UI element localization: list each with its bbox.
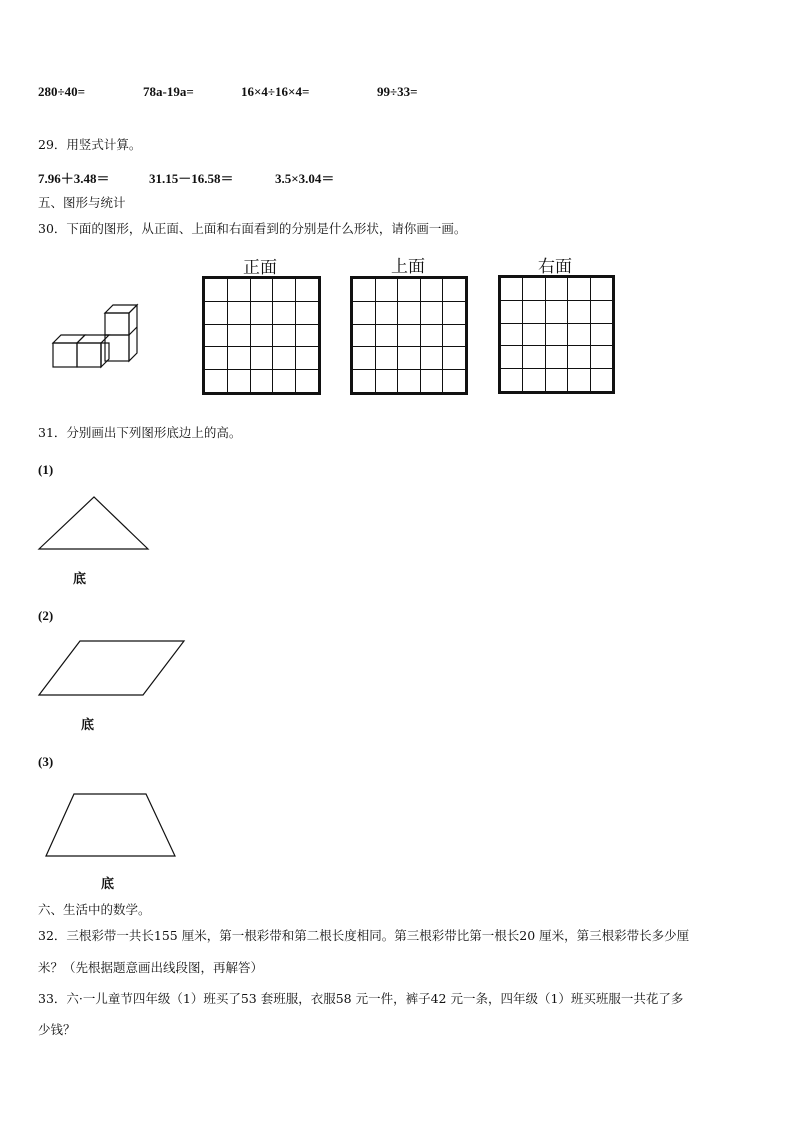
calc-item-4: 99÷33= [377,84,418,99]
section-5-heading: 五、图形与统计 [38,195,126,210]
q33-line-1: 33．六·一儿童节四年级（1）班买了53 套班服，衣服58 元一件，裤子42 元一条，四年级（1）班买班服一共花了多 [38,991,684,1006]
front-view-grid[interactable] [202,276,321,395]
triangle-base-label: 底 [73,572,87,587]
q31-title: 31．分别画出下列图形底边上的高。 [38,425,242,440]
view-title-right: 右面 [538,257,572,277]
triangle-figure [38,496,150,552]
q29-title: 29．用竖式计算。 [38,137,142,152]
q29-item-1: 7.96＋3.48＝ [38,171,110,186]
parallelogram-figure [38,640,186,696]
q31-part-1-label: (1) [38,462,54,477]
view-title-top: 上面 [391,257,425,277]
calc-item-3: 16×4÷16×4= [241,84,310,99]
q29-item-2: 31.15－16.58＝ [149,171,234,186]
section-6-heading: 六、生活中的数学。 [38,902,151,917]
q29-item-3: 3.5×3.04＝ [275,171,335,186]
top-view-grid[interactable] [350,276,468,395]
parallelogram-base-label: 底 [81,718,95,733]
trapezoid-figure [45,793,177,858]
q31-part-3-label: (3) [38,754,54,769]
right-view-grid[interactable] [498,275,615,394]
q31-part-2-label: (2) [38,608,54,623]
cube-stack-figure [50,305,140,375]
q32-line-1: 32．三根彩带一共长155 厘米，第一根彩带和第二根长度相同。第三根彩带比第一根长20 厘米，第三根彩带长多少厘 [38,928,690,943]
view-title-front: 正面 [243,258,277,278]
q30-title: 30．下面的图形，从正面、上面和右面看到的分别是什么形状，请你画一画。 [38,221,467,236]
q32-line-2: 米？（先根据题意画出线段图，再解答） [38,960,264,975]
trapezoid-base-label: 底 [101,877,115,892]
calc-item-2: 78a-19a= [143,84,194,99]
q33-line-2: 少钱？ [38,1022,76,1037]
calc-item-1: 280÷40= [38,84,86,99]
